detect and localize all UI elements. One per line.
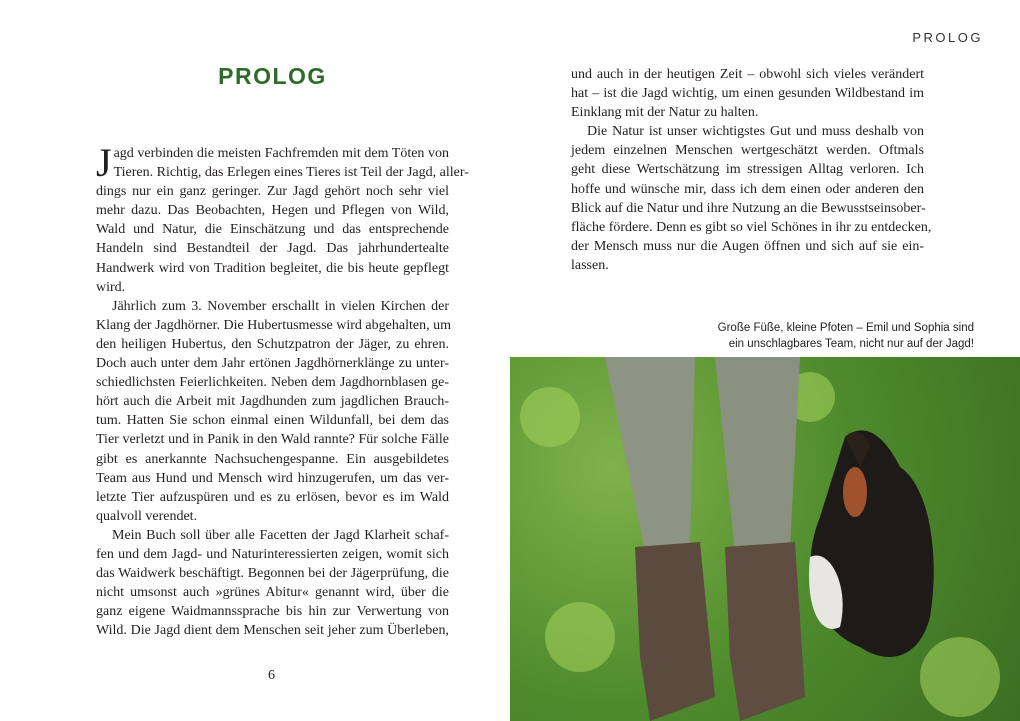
text-line: gibt es anerkannte Nachsuchengespanne. Ein ausgebildetes <box>96 451 449 467</box>
photo-illustration <box>510 357 1020 721</box>
text-line: qualvoll verendet. <box>96 508 198 524</box>
text-line: dings nur ein ganz geringer. Zur Jagd gehört noch sehr viel <box>96 184 449 200</box>
text-line: der Mensch muss nur die Augen öffnen und sich auf sie ein- <box>571 238 924 254</box>
photo-boots-and-dog <box>510 357 1020 721</box>
chapter-title: PROLOG <box>218 63 327 89</box>
running-head: PROLOG <box>912 30 983 45</box>
photo-caption <box>714 320 974 352</box>
text-line: Einklang mit der Natur zu halten. <box>571 105 759 121</box>
text-line: geht diese Wertschätzung im stressigen Alltag verloren. Ich <box>571 162 924 178</box>
text-line: fläche fördere. Denn es gibt so viel Schönes in ihr zu entdecken, <box>571 219 932 235</box>
text-line: Tieren. Richtig, das Erlegen eines Tieres ist Teil der Jagd, aller- <box>113 165 469 181</box>
text-line: hat – ist die Jagd wichtig, um einen gesunden Wildbestand im <box>571 86 924 102</box>
text-line: den heiligen Hubertus, den Schutzpatron der Jäger, zu ehren. <box>96 336 449 352</box>
text-line: Blick auf die Natur und ihre Nutzung an die Bewusstseinsober- <box>571 200 926 216</box>
text-line: Jährlich zum 3. November erschallt in vielen Kirchen der <box>112 298 449 314</box>
page-number: 6 <box>268 668 275 683</box>
text-line: mehr dazu. Das Beobachten, Hegen und Pflegen von Wild, <box>96 203 449 219</box>
text-line: Die Natur ist unser wichtigstes Gut und muss deshalb von <box>587 124 924 140</box>
text-line: das Waidwerk beschäftigt. Begonnen bei der Jägerprüfung, die <box>96 566 449 582</box>
text-line: Wald und Natur, die Einschätzung und das entsprechende <box>96 222 449 238</box>
text-line: hoffe und wünsche mir, dass ich dem einen oder anderen den <box>571 181 924 197</box>
text-line: ganz eigene Waidmannssprache bis hin zur Verwertung von <box>96 604 449 620</box>
text-line: hört auch die Arbeit mit Jagdhunden zum jagdlichen Brauch- <box>96 394 449 410</box>
text-line: schiedlichsten Feierlichkeiten. Neben dem Jagdhornblasen ge- <box>96 375 449 391</box>
text-line: Tier verletzt und in Panik in den Wald rannte? Für solche Fälle <box>96 432 449 448</box>
text-line: jedem einzelnen Menschen wertgeschätzt werden. Oftmals <box>571 143 924 159</box>
text-line: Wild. Die Jagd dient dem Menschen seit jeher zum Überleben, <box>96 623 449 639</box>
text-line: nicht umsonst auch »grünes Abitur« genannt wird, über die <box>96 585 449 601</box>
text-line: lassen. <box>571 257 609 273</box>
right-column-text <box>571 65 932 275</box>
text-line: Mein Buch soll über alle Facetten der Jagd Klarheit schaf- <box>112 527 449 543</box>
left-column-text <box>96 140 469 640</box>
caption-line: Große Füße, kleine Pfoten – Emil und Sophia sind <box>717 322 974 334</box>
caption-line: ein unschlagbares Team, nicht nur auf der Jagd! <box>728 338 974 350</box>
text-line: und auch in der heutigen Zeit – obwohl sich vieles verändert <box>571 67 924 82</box>
text-line: agd verbinden die meisten Fachfremden mit dem Töten von <box>113 146 449 161</box>
text-line: Handeln sind Bestandteil der Jagd. Das jahrhundertealte <box>96 241 449 257</box>
drop-cap: J <box>96 140 112 185</box>
text-line: Doch auch unter dem Jahr ertönen Jagdhörnerklänge zu unter- <box>96 356 449 372</box>
text-line: Klang der Jagdhörner. Die Hubertusmesse wird abgehalten, um <box>96 317 451 333</box>
text-line: Handwerk wird von Tradition begleitet, die bis heute gepflegt <box>96 260 449 276</box>
text-line: tum. Hatten Sie schon einmal einen Wildunfall, bei dem das <box>96 413 449 429</box>
text-line: Team aus Hund und Mensch wird hinzugerufen, um das ver- <box>96 470 449 486</box>
text-line: fen und dem Jagd- und Naturinteressierten zeigen, womit sich <box>96 546 449 562</box>
text-line: letzte Tier aufzuspüren und es zu erlösen, bevor es im Wald <box>96 489 449 505</box>
text-line: wird. <box>96 279 126 295</box>
